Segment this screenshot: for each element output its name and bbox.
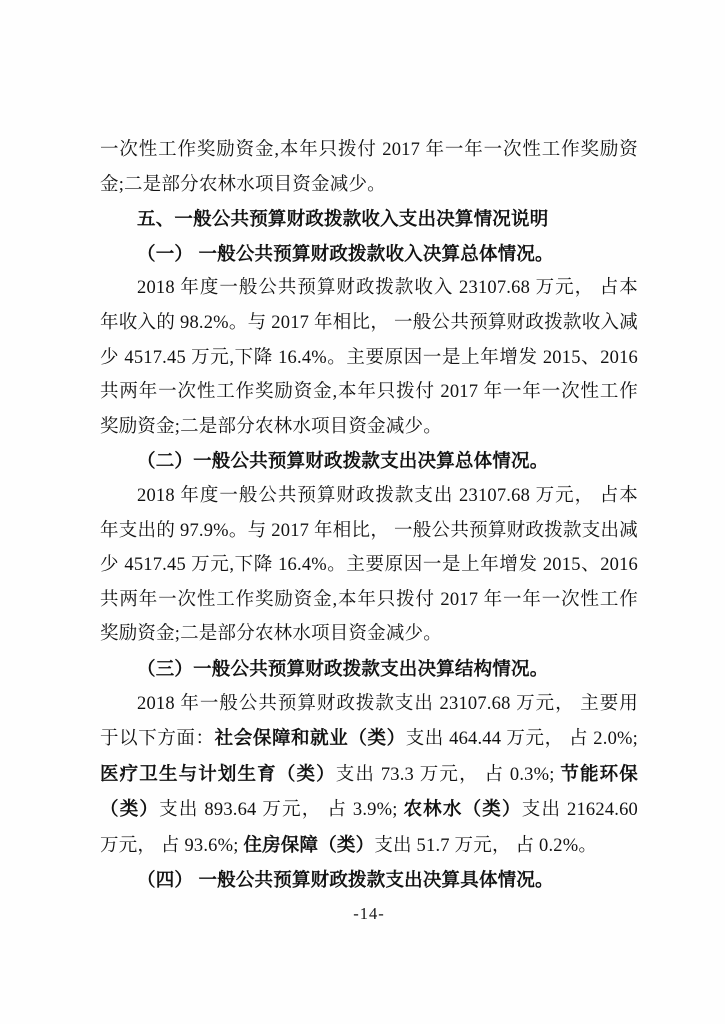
section-heading <box>100 202 638 237</box>
text-segment: 2018 年度一般公共预算财政拨款支出 23107.68 万元， 占本 <box>137 485 638 506</box>
text-line <box>100 479 638 514</box>
text-segment: 支出 73.3 万元， 占 0.3%; <box>335 764 561 785</box>
text-segment: 金;二是部分农林水项目资金减少。 <box>100 174 386 195</box>
text-line <box>100 306 638 341</box>
text-segment: 奖励资金;二是部分农林水项目资金减少。 <box>100 624 442 645</box>
section-heading <box>100 237 638 272</box>
text-segment: 支出 21624.60 <box>521 800 639 821</box>
document-body <box>100 133 638 898</box>
text-line <box>100 375 638 410</box>
text-line <box>100 721 638 757</box>
text-segment: 共两年一次性工作奖励资金,本年只拨付 2017 年一年一次性工作 <box>100 589 638 610</box>
text-line <box>100 792 638 828</box>
bold-text-segment: （三）一般公共预算财政拨款支出决算结构情况。 <box>137 657 549 679</box>
text-segment: 年收入的 98.2%。与 2017 年相比， 一般公共预算财政拨款收入减 <box>100 312 638 333</box>
text-segment: 万元， 占 93.6%; <box>100 835 244 856</box>
text-segment: 共两年一次性工作奖励资金,本年只拨付 2017 年一年一次性工作 <box>100 382 638 403</box>
bold-text-segment: （类） <box>100 798 160 820</box>
bold-text-segment: 节能环保 <box>560 762 638 784</box>
text-segment: 一次性工作奖励资金,本年只拨付 2017 年一年一次性工作奖励资 <box>100 140 638 160</box>
bold-text-segment: 五、一般公共预算财政拨款收入支出决算情况说明 <box>137 208 549 230</box>
text-segment: 少 4517.45 万元,下降 16.4%。主要原因一是上年增发 2015、2016 <box>100 347 638 368</box>
section-heading <box>100 652 638 687</box>
text-segment: 支出 464.44 万元， 占 2.0%; <box>405 729 638 750</box>
page-footer <box>100 903 638 925</box>
text-line <box>100 617 638 652</box>
bold-text-segment: （一） 一般公共预算财政拨款收入决算总体情况。 <box>137 242 554 264</box>
section-heading <box>100 444 638 479</box>
section-heading <box>100 863 638 898</box>
page-number: -14- <box>353 904 385 923</box>
text-line <box>100 271 638 306</box>
text-line <box>100 341 638 376</box>
text-segment: 支出 893.64 万元， 占 3.9%; <box>159 800 404 821</box>
text-line <box>100 583 638 618</box>
bold-text-segment: 住房保障（类） <box>243 833 375 855</box>
text-segment: 奖励资金;二是部分农林水项目资金减少。 <box>100 416 442 437</box>
text-line <box>100 133 638 168</box>
text-segment: 少 4517.45 万元,下降 16.4%。主要原因一是上年增发 2015、2016 <box>100 555 638 576</box>
text-line <box>100 828 638 864</box>
bold-text-segment: （四） 一般公共预算财政拨款支出决算具体情况。 <box>137 869 554 891</box>
bold-text-segment: 农林水（类） <box>403 798 522 820</box>
text-line <box>100 757 638 793</box>
text-segment: 2018 年一般公共预算财政拨款支出 23107.68 万元， 主要用 <box>137 693 638 714</box>
text-segment: 支出 51.7 万元， 占 0.2%。 <box>374 835 598 856</box>
text-line <box>100 514 638 549</box>
bold-text-segment: 医疗卫生与计划生育（类） <box>100 762 336 784</box>
bold-text-segment: 社会保障和就业（类） <box>214 727 406 749</box>
bold-text-segment: （二）一般公共预算财政拨款支出决算总体情况。 <box>137 450 549 472</box>
text-line <box>100 410 638 445</box>
text-line <box>100 548 638 583</box>
text-segment: 年支出的 97.9%。与 2017 年相比， 一般公共预算财政拨款支出减 <box>100 520 638 541</box>
text-segment: 2018 年度一般公共预算财政拨款收入 23107.68 万元， 占本 <box>137 278 638 299</box>
text-line <box>100 168 638 203</box>
text-segment: 于以下方面： <box>100 729 215 750</box>
text-line <box>100 687 638 722</box>
